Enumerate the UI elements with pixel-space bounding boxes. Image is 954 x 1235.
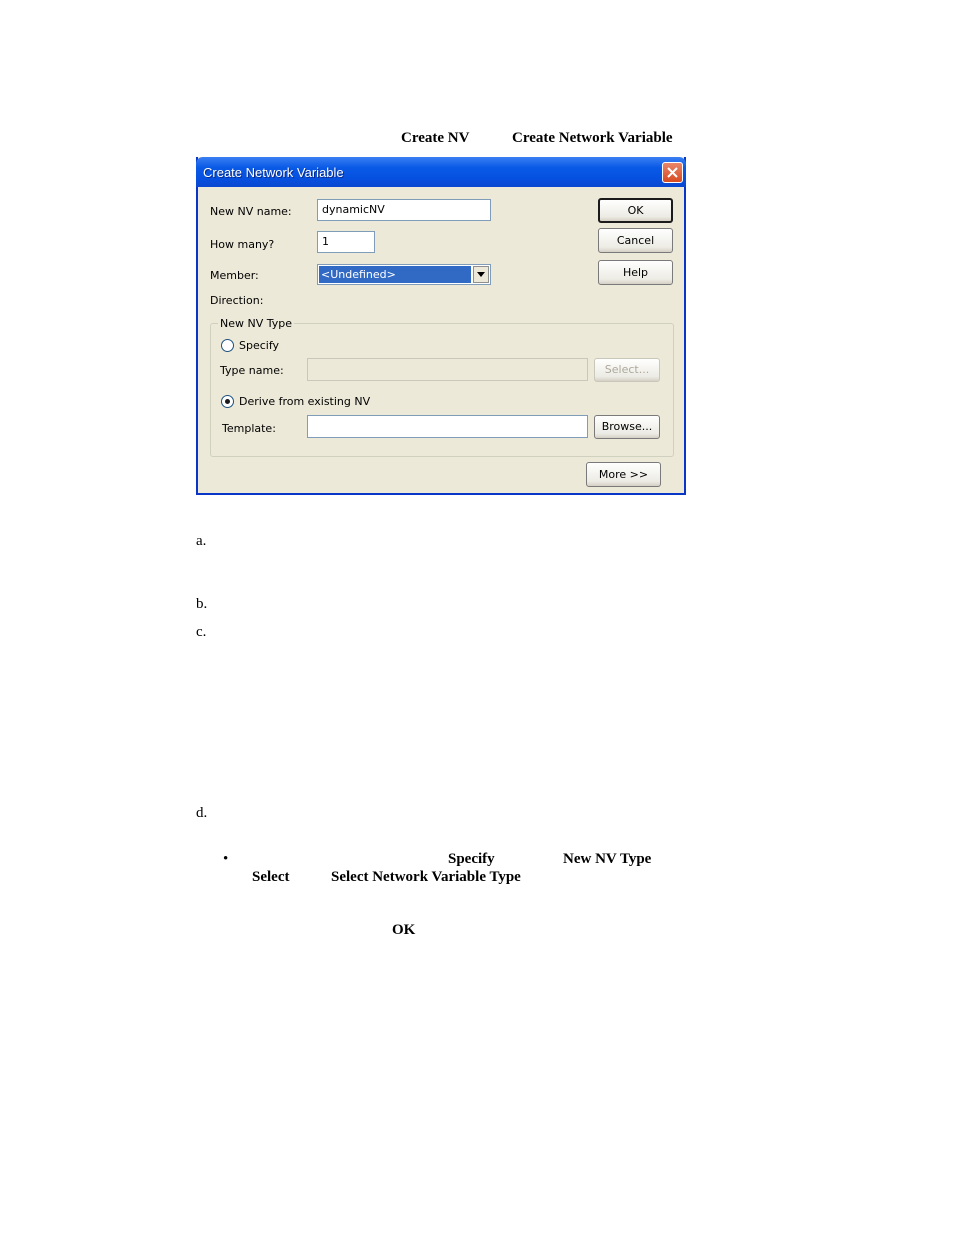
select-button[interactable]: Select...	[594, 358, 660, 382]
more-button[interactable]: More >>	[586, 462, 661, 487]
type-name-label: Type name:	[220, 364, 284, 377]
term-select: Select	[252, 869, 290, 885]
step-d-marker: d.	[196, 805, 208, 821]
term-specify: Specify	[448, 851, 495, 867]
new-nv-type-group	[210, 317, 674, 457]
step-b-marker: b.	[196, 596, 208, 612]
help-button[interactable]: Help	[598, 260, 673, 285]
specify-radio[interactable]	[221, 339, 234, 352]
member-dropdown[interactable]	[317, 264, 491, 285]
step-a-marker: a.	[196, 533, 207, 549]
derive-label: Derive from existing NV	[239, 395, 371, 408]
member-dropdown-arrow[interactable]	[473, 266, 489, 283]
new-nv-name-label: New NV name:	[210, 205, 292, 218]
close-icon	[667, 167, 678, 178]
cancel-button[interactable]: Cancel	[598, 228, 673, 253]
direction-label: Direction:	[210, 294, 264, 307]
type-name-input[interactable]	[307, 358, 588, 381]
new-nv-type-group-title: New NV Type	[220, 317, 293, 330]
dialog-title: Create Network Variable	[203, 165, 344, 180]
term-ok: OK	[392, 922, 416, 938]
radio-selected-dot	[225, 399, 230, 404]
how-many-label: How many?	[210, 238, 275, 251]
ok-button[interactable]: OK	[598, 198, 673, 223]
dialog-title-bar[interactable]	[196, 157, 686, 187]
close-button[interactable]	[662, 162, 683, 183]
step-c-marker: c.	[196, 624, 207, 640]
bullet-marker: •	[223, 851, 229, 867]
derive-radio[interactable]	[221, 395, 234, 408]
template-input[interactable]	[307, 415, 588, 438]
member-selected-value: <Undefined>	[319, 266, 471, 283]
create-network-variable-dialog	[196, 157, 686, 495]
member-label: Member:	[210, 269, 259, 282]
heading-term-create-network-variable: Create Network Variable	[512, 130, 673, 146]
template-label: Template:	[222, 422, 276, 435]
chevron-down-icon	[477, 272, 485, 277]
term-new-nv-type: New NV Type	[563, 851, 652, 867]
term-select-network-variable-type: Select Network Variable Type	[331, 869, 521, 885]
new-nv-name-input[interactable]: dynamicNV	[317, 199, 491, 221]
browse-button[interactable]: Browse...	[594, 415, 660, 439]
heading-term-create-nv: Create NV	[401, 130, 470, 146]
how-many-input[interactable]: 1	[317, 231, 375, 253]
specify-label: Specify	[239, 339, 280, 352]
